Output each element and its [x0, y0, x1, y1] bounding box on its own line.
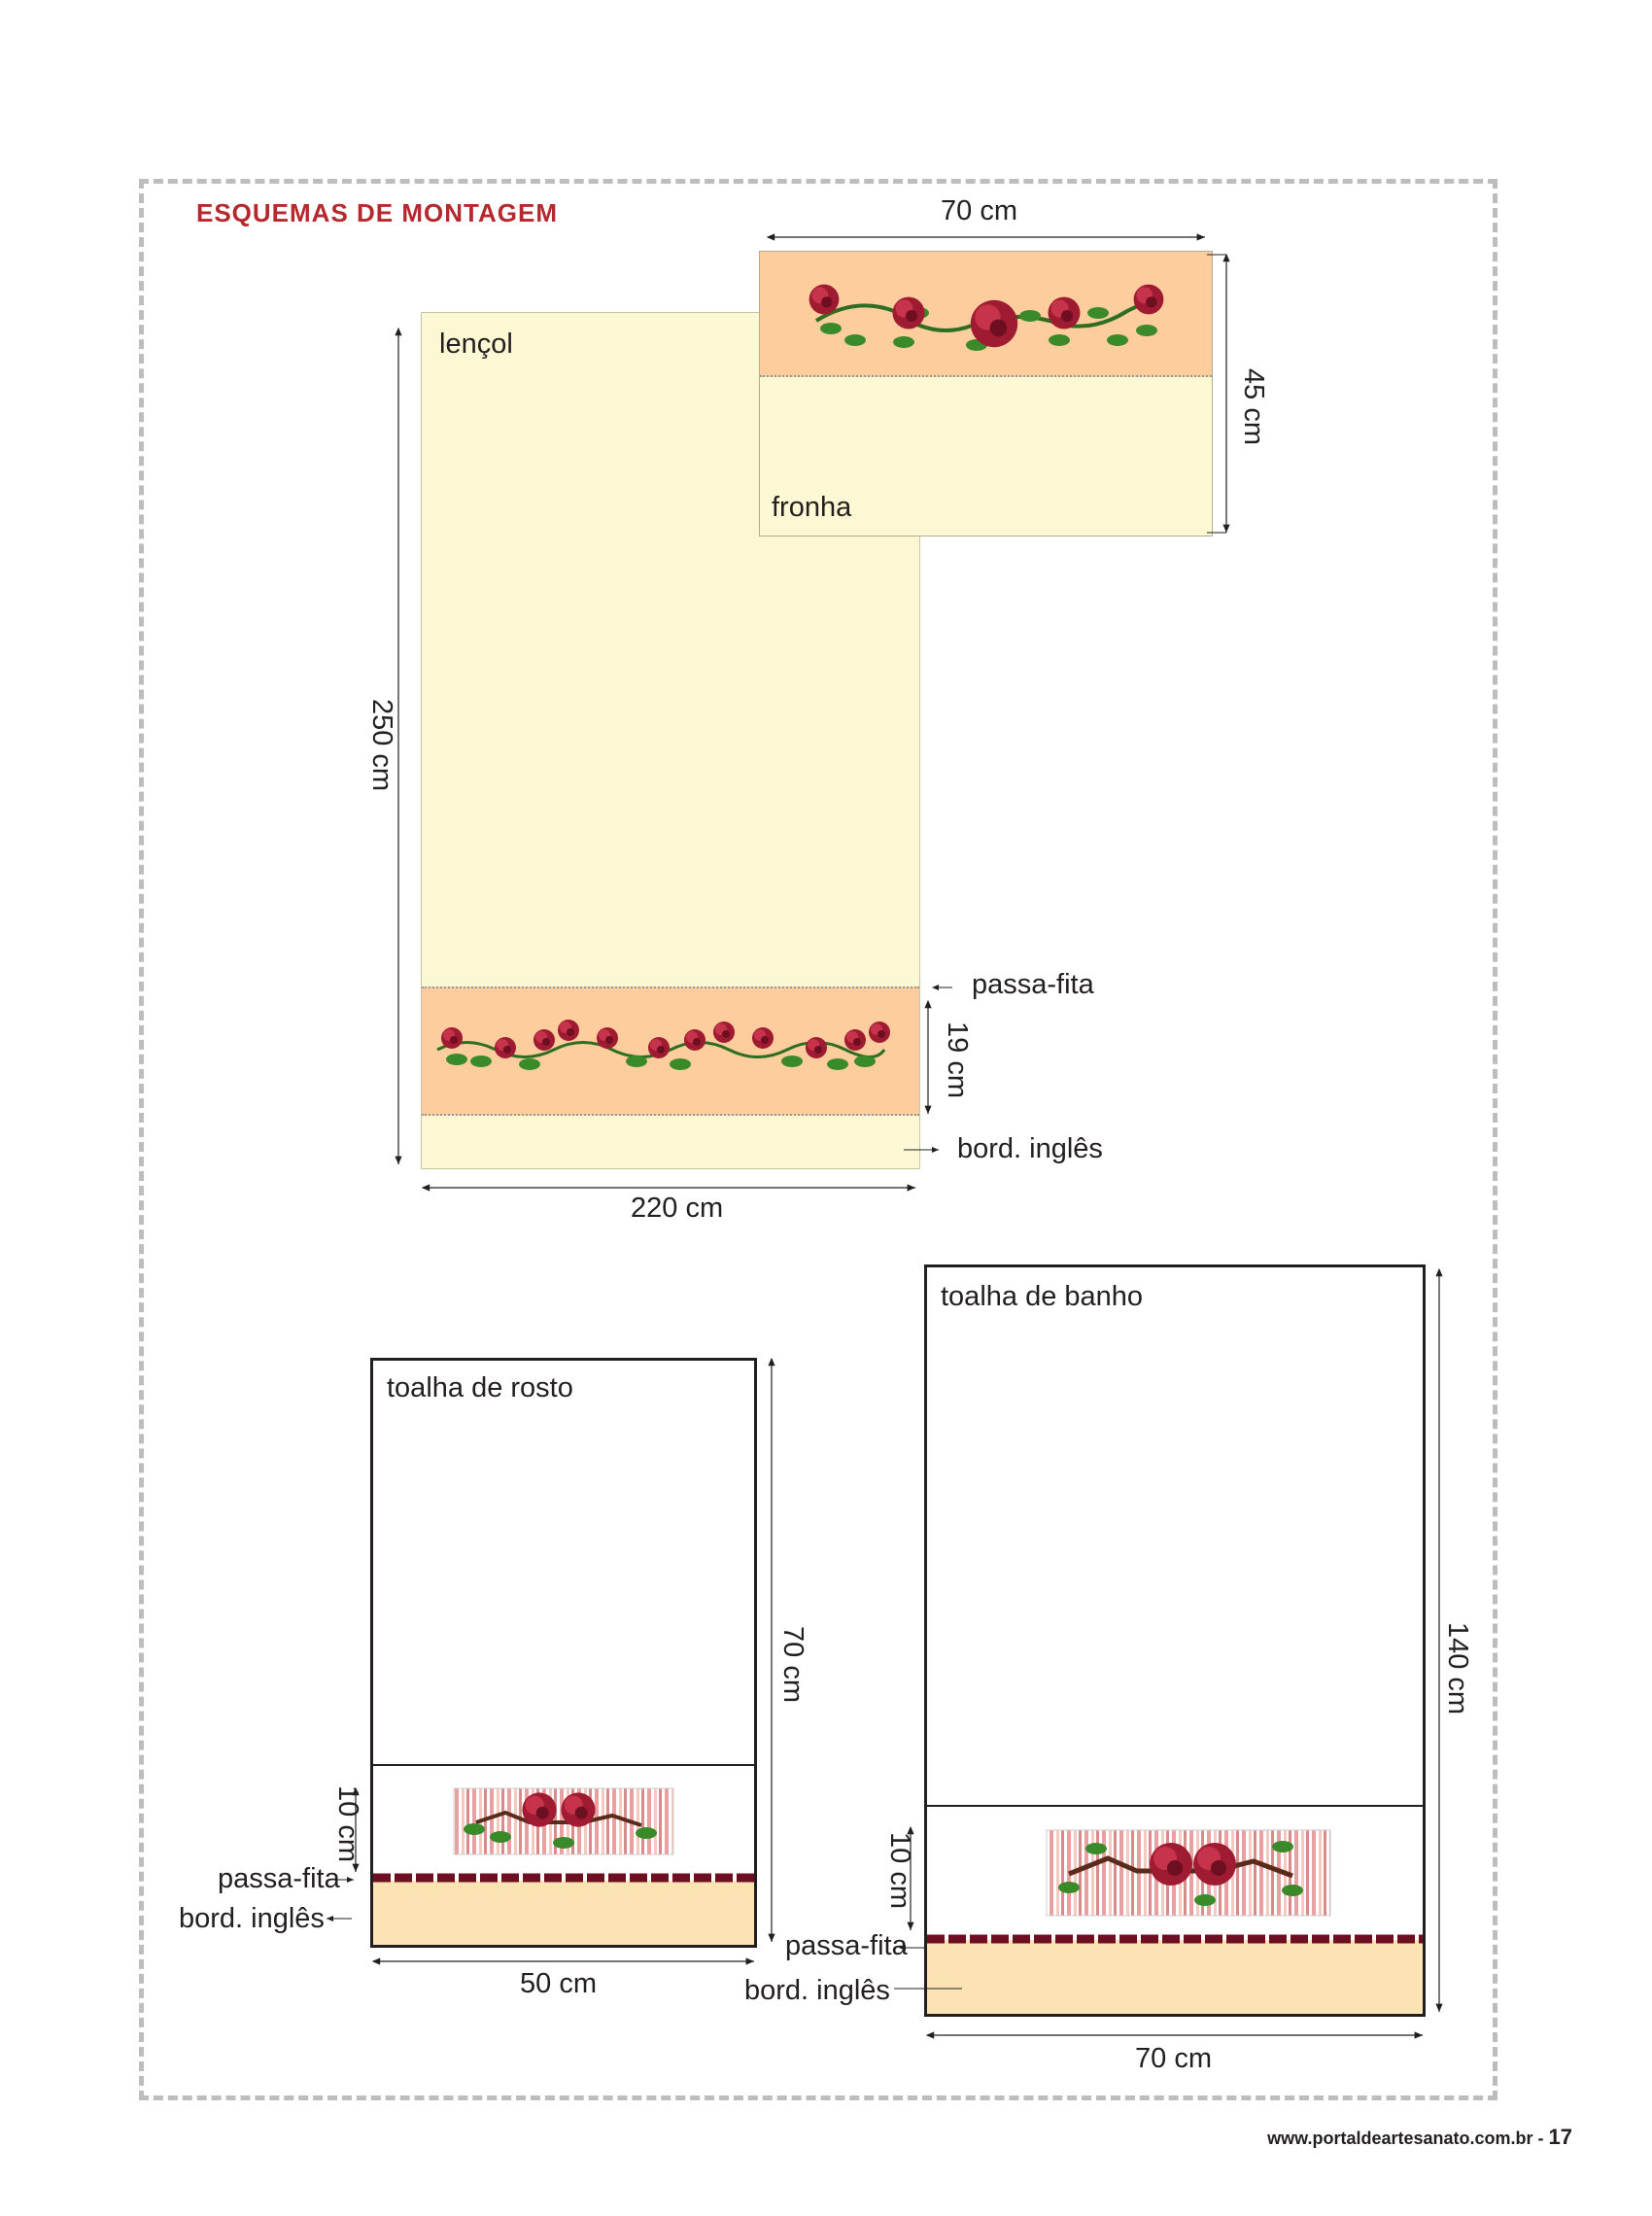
lencol-width-label: 220 cm — [631, 1193, 724, 1224]
toalha-rosto-band-label: 10 cm — [331, 1785, 363, 1862]
fronha-width-label: 70 cm — [941, 195, 1017, 226]
toalha-banho-height-label: 140 cm — [1442, 1621, 1474, 1715]
lencol-band-label: 19 cm — [941, 1021, 973, 1098]
fronha-rose-motif-icon — [809, 285, 1164, 351]
lencol-label: lençol — [439, 329, 513, 360]
toalha-rosto-width-label: 50 cm — [520, 1968, 597, 1999]
page-footer — [1267, 2125, 1572, 2150]
toalha-banho-bord-ingles-label: bord. inglês — [744, 1975, 890, 2006]
footer-url: www.portaldeartesanato.com.br - — [1267, 2129, 1549, 2148]
toalha-banho-label: toalha de banho — [941, 1281, 1144, 1312]
lencol-passa-fita-label: passa-fita — [972, 969, 1094, 1000]
toalha-rosto-bord-ingles-label: bord. inglês — [179, 1903, 325, 1934]
section-title: ESQUEMAS DE MONTAGEM — [196, 198, 558, 227]
toalha-banho-band-label: 10 cm — [883, 1832, 915, 1909]
fronha-height-label: 45 cm — [1237, 368, 1269, 445]
toalha-banho-width-label: 70 cm — [1135, 2043, 1212, 2074]
lencol-rose-motif-icon — [437, 1020, 890, 1070]
lencol-height-label: 250 cm — [366, 698, 398, 792]
lencol-bord-ingles-label: bord. inglês — [957, 1133, 1103, 1164]
toalha-rosto-label: toalha de rosto — [387, 1372, 573, 1403]
toalha-rosto-passa-fita-label: passa-fita — [218, 1863, 340, 1894]
toalha-rosto-height-label: 70 cm — [776, 1626, 809, 1703]
page-number: 17 — [1548, 2125, 1572, 2149]
fronha-label: fronha — [772, 492, 852, 523]
toalha-banho-passa-fita-label: passa-fita — [785, 1930, 908, 1961]
